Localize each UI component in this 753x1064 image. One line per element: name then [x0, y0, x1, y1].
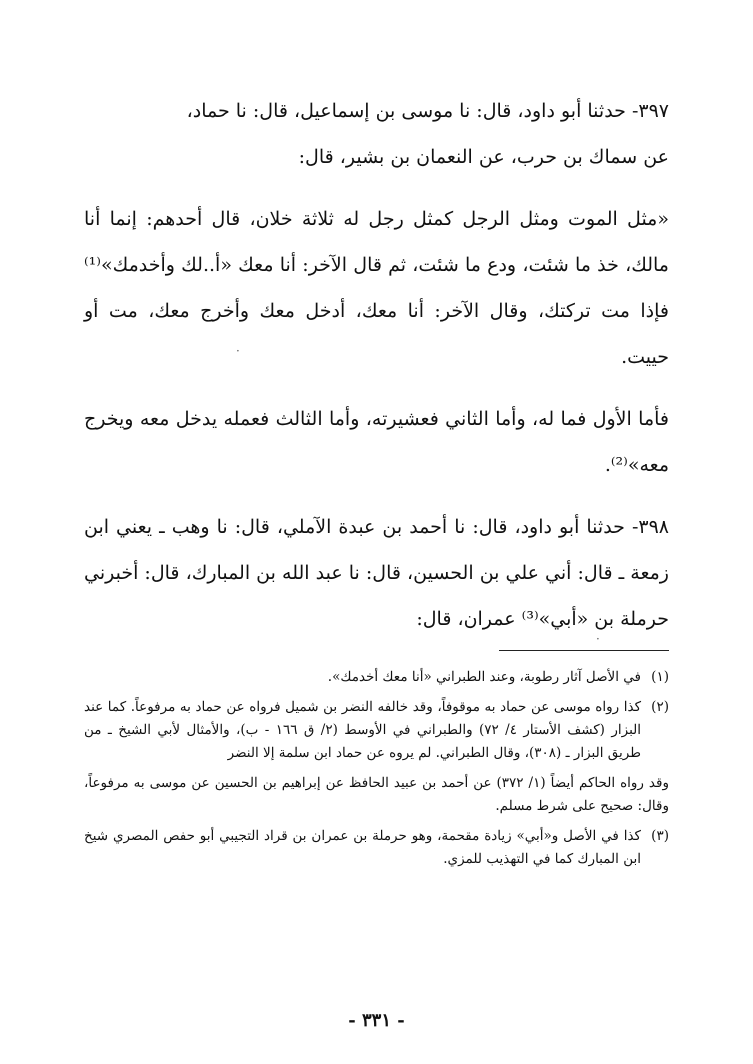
- footnote-1-text: في الأصل آثار رطوبة، وعند الطبراني «أنا معك أخدمك».: [327, 669, 641, 685]
- hadith-397-line2: عن سماك بن حرب، عن النعمان بن بشير، قال:: [298, 146, 669, 168]
- main-text: [84, 88, 669, 642]
- footnote-2-text: كذا رواه موسى عن حماد به موقوفاً، وقد خالفه النضر بن شميل فرواه عن حماد به مرفوعاً. كما عند البزار (كشف الأستار ٤/ ٧٢) والطبراني في الأوسط (٢/ ق ١٦٦ - ب)، والأمثال لأبي الشيخ ـ من طريق البزار ـ (٣٠٨)، وقال الطبراني. لم يروه عن حماد ابن سلمة إلا النضر: [84, 699, 642, 761]
- page-number: - ٣٣١ -: [348, 1010, 405, 1031]
- scan-speck: ·: [596, 632, 600, 646]
- footnote-3: [84, 825, 669, 871]
- footnote-2-number: (٢): [651, 699, 669, 715]
- footnote-1: [84, 666, 669, 689]
- hadith-398-isnad: ٣٩٨- حدثنا أبو داود، قال: نا أحمد بن عبدة الآملي، قال: نا وهب ـ يعني ابن زمعة ـ قال: أني علي بن الحسين، قال: نا عبد الله بن المبارك، قال: أخبرني حرملة بن «أبي»⁽³⁾ عمران، قال:: [84, 516, 669, 630]
- footnote-1-number: (١): [651, 669, 669, 685]
- hadith-397-matn-end: فأما الأول فما له، وأما الثاني فعشيرته، وأما الثالث فعمله يدخل معه ويخرج معه»⁽²⁾.: [84, 408, 669, 476]
- footnote-separator: [499, 650, 669, 651]
- footnote-3-text: كذا في الأصل و«أبي» زيادة مقحمة، وهو حرملة بن عمران بن قراد التجيبي أبو حفص المصري شيخ ابن المبارك كما في التهذيب للمزي.: [84, 828, 641, 867]
- hadith-397-line1: ٣٩٧- حدثنا أبو داود، قال: نا موسى بن إسماعيل، قال: نا حماد،: [186, 100, 669, 122]
- hadith-397-matn: «مثل الموت ومثل الرجل كمثل رجل له ثلاثة خلان، قال أحدهم: إنما أنا مالك، خذ ما شئت، ودع ما شئت، ثم قال الآخر: أنا معك «أ..لك وأخدمك»⁽¹⁾ فإذا مت تركتك، وقال الآخر: أنا معك، أدخل معك وأخرج معك، مت أو حييت.: [84, 208, 669, 368]
- footnote-2: [84, 696, 669, 765]
- footnote-3-number: (٣): [651, 828, 669, 844]
- footnotes: [84, 666, 669, 878]
- scan-speck: ·: [236, 344, 240, 358]
- footnote-2-continuation: وقد رواه الحاكم أيضاً (١/ ٣٧٢) عن أحمد بن عبيد الحافظ عن إبراهيم بن الحسين عن موسى به مرفوعاً، وقال: صحيح على شرط مسلم.: [84, 775, 669, 814]
